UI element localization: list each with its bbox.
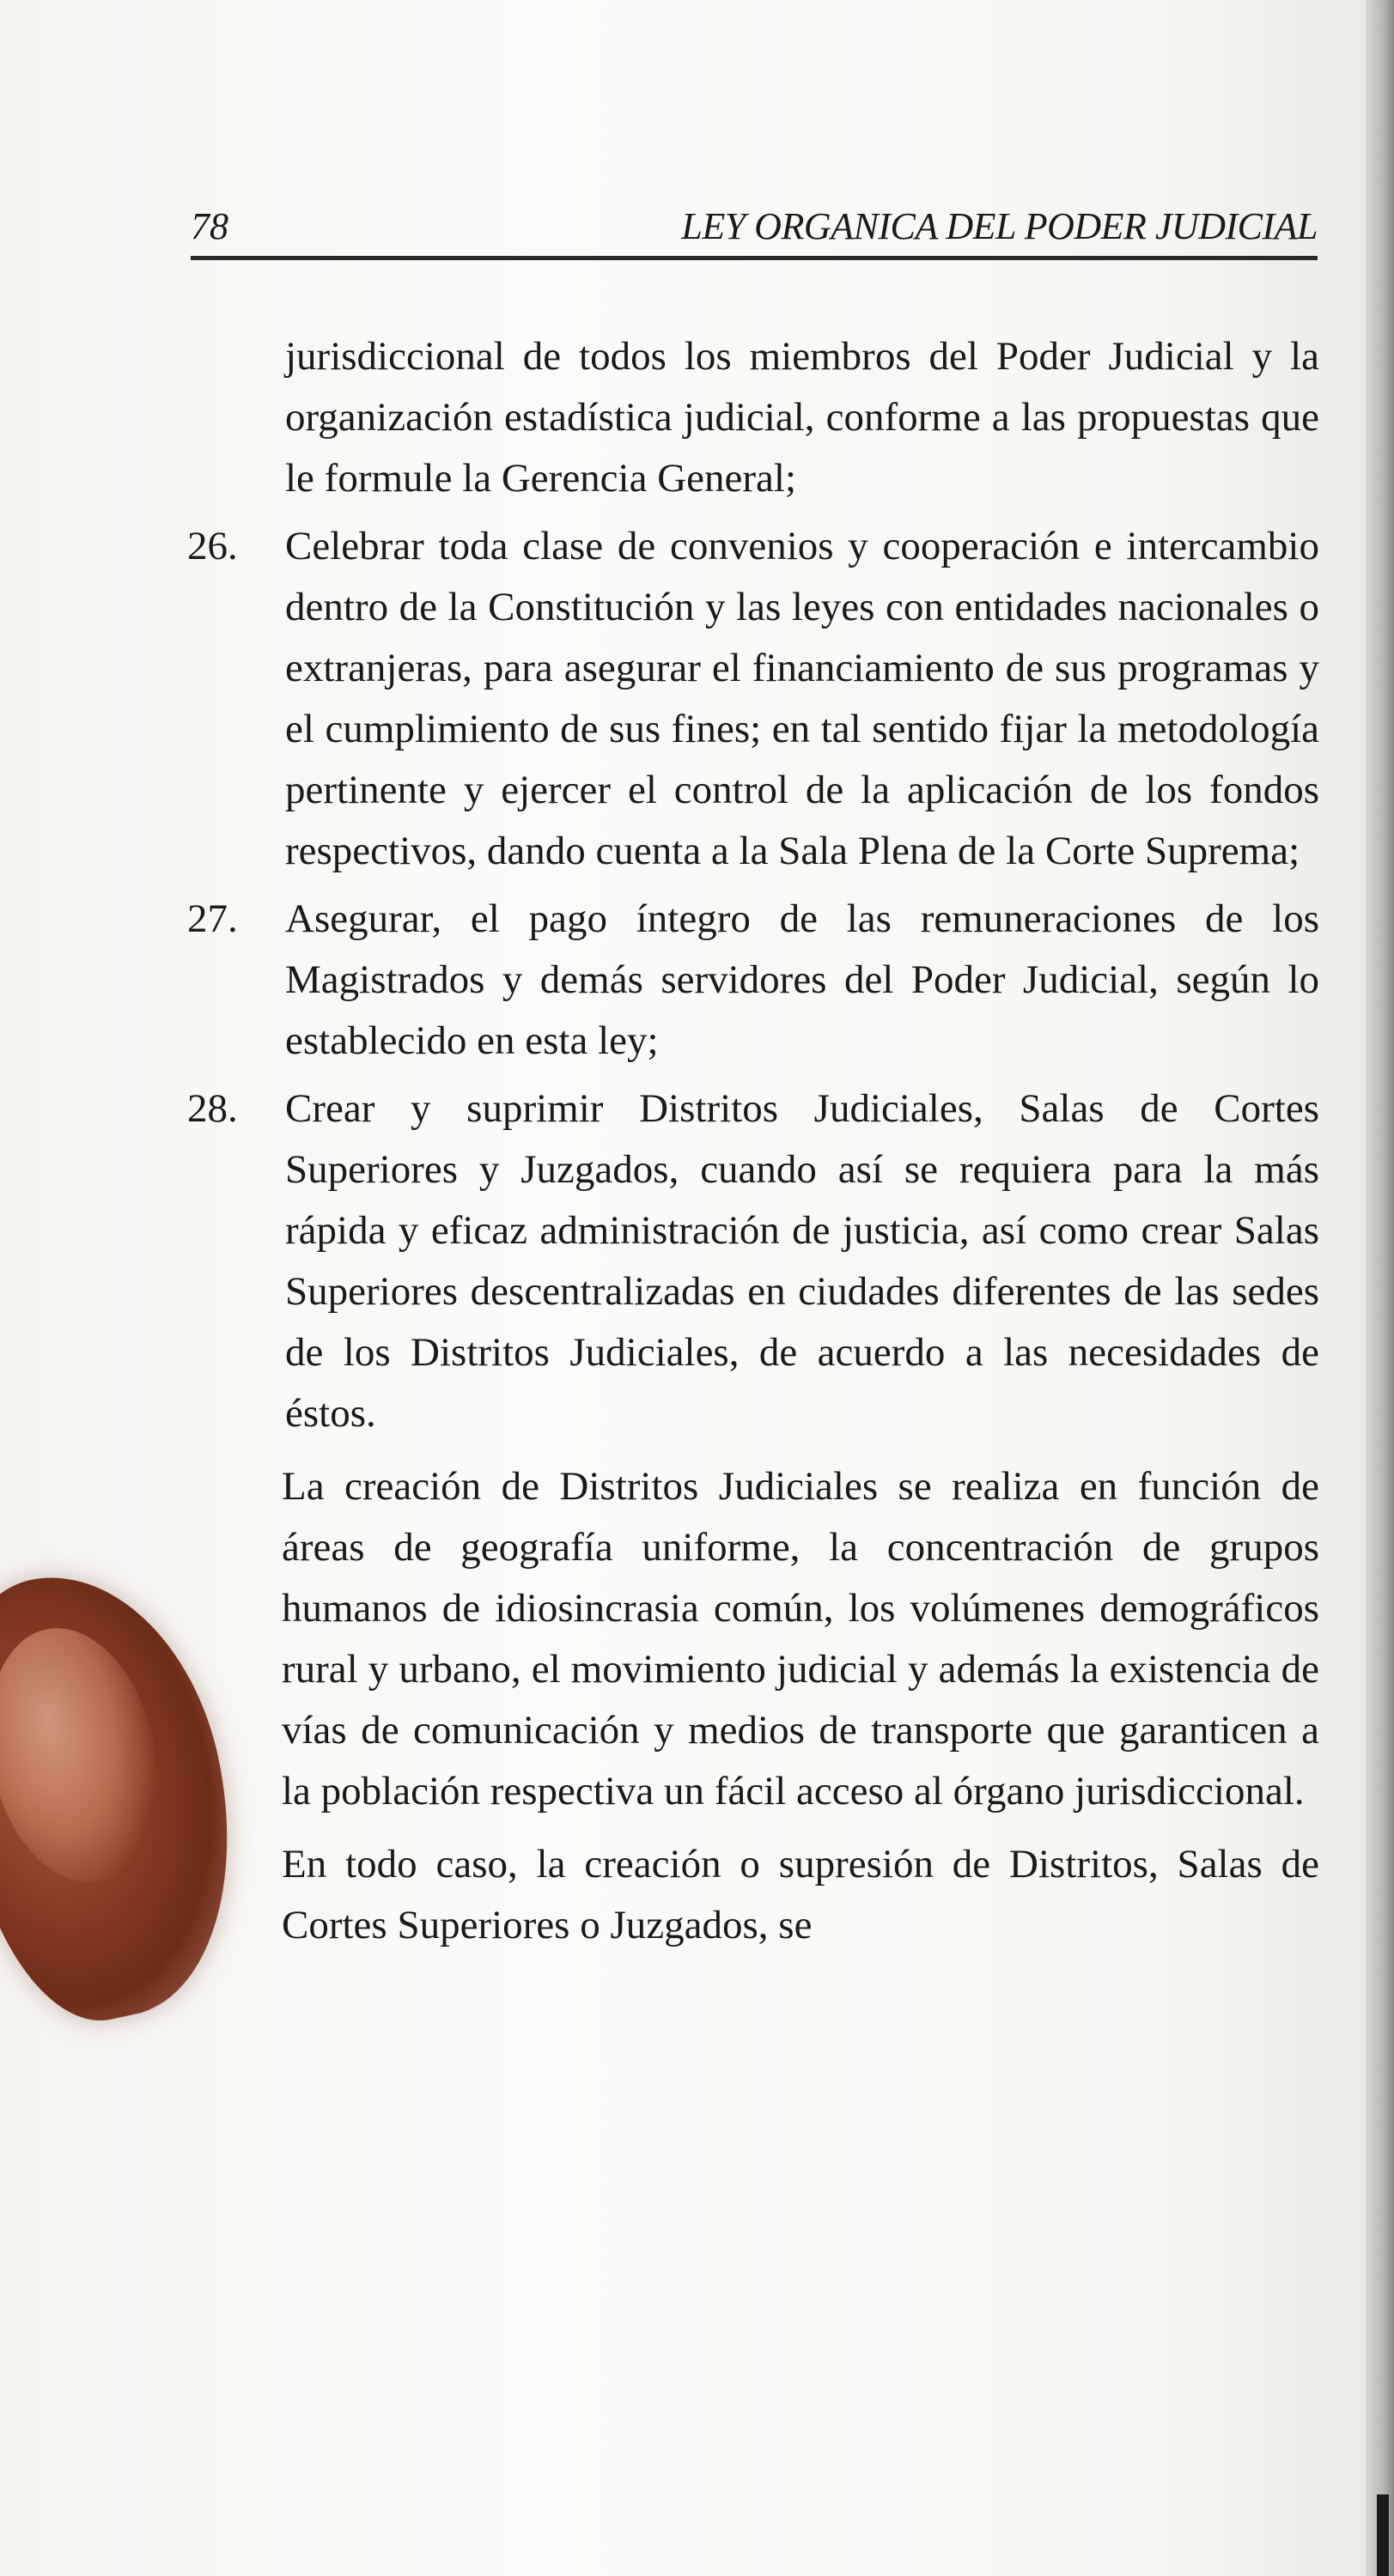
item-number: 28.: [187, 1086, 238, 1131]
page-edge: [1366, 0, 1394, 2576]
running-title: LEY ORGANICA DEL PODER JUDICIAL: [681, 205, 1318, 247]
list-item: [187, 1078, 1319, 1444]
bottom-edge-mark: [1377, 2494, 1389, 2576]
header-rule: [191, 256, 1318, 260]
continued-paragraph: jurisdiccional de todos los miembros del Poder Judicial y la organización estadística judicial, conforme a las propuestas que le formule la Gerencia General;: [285, 334, 1319, 501]
list-item: [187, 516, 1319, 882]
item-number: 26.: [187, 524, 238, 568]
item-number: 27.: [187, 896, 238, 941]
page-number: 78: [191, 205, 228, 247]
list-item: [187, 889, 1319, 1072]
body-paragraph: La creación de Distritos Judiciales se realiza en función de áreas de geografía uniforme, la concentración de grupos humanos de idiosincrasia común, los volúmenes demográficos rural y urbano, el movimiento judicial y además la existencia de vías de comunicación y medios de transporte que garanticen a la población respectiva un fácil acceso al órgano jurisdiccional.: [282, 1464, 1319, 1814]
body-paragraph: En todo caso, la creación o supresión de Distritos, Salas de Cortes Superiores o Juzgados, se: [282, 1842, 1319, 1947]
thumbnail-highlight: [0, 1613, 180, 1899]
body-text: [187, 326, 1319, 1956]
item-text: Celebrar toda clase de convenios y cooperación e intercambio dentro de la Constitución y las leyes con entidades nacionales o extranjeras, para asegurar el financiamiento de sus programas y el cumplimiento de sus fines; en tal sentido fijar la metodología pertinente y ejercer el control de la aplicación de los fondos respectivos, dando cuenta a la Sala Plena de la Corte Suprema;: [285, 524, 1319, 873]
page-header: [191, 204, 1318, 256]
item-text: Crear y suprimir Distritos Judiciales, Salas de Cortes Superiores y Juzgados, cuando así se requiera para la más rápida y eficaz administración de justicia, así como crear Salas Superiores descentralizadas en ciudades diferentes de las sedes de los Distritos Judiciales, de acuerdo a las necesidades de éstos.: [285, 1086, 1319, 1436]
item-text: Asegurar, el pago íntegro de las remuneraciones de los Magistrados y demás servidores del Poder Judicial, según lo establecido en esta ley;: [285, 896, 1319, 1063]
